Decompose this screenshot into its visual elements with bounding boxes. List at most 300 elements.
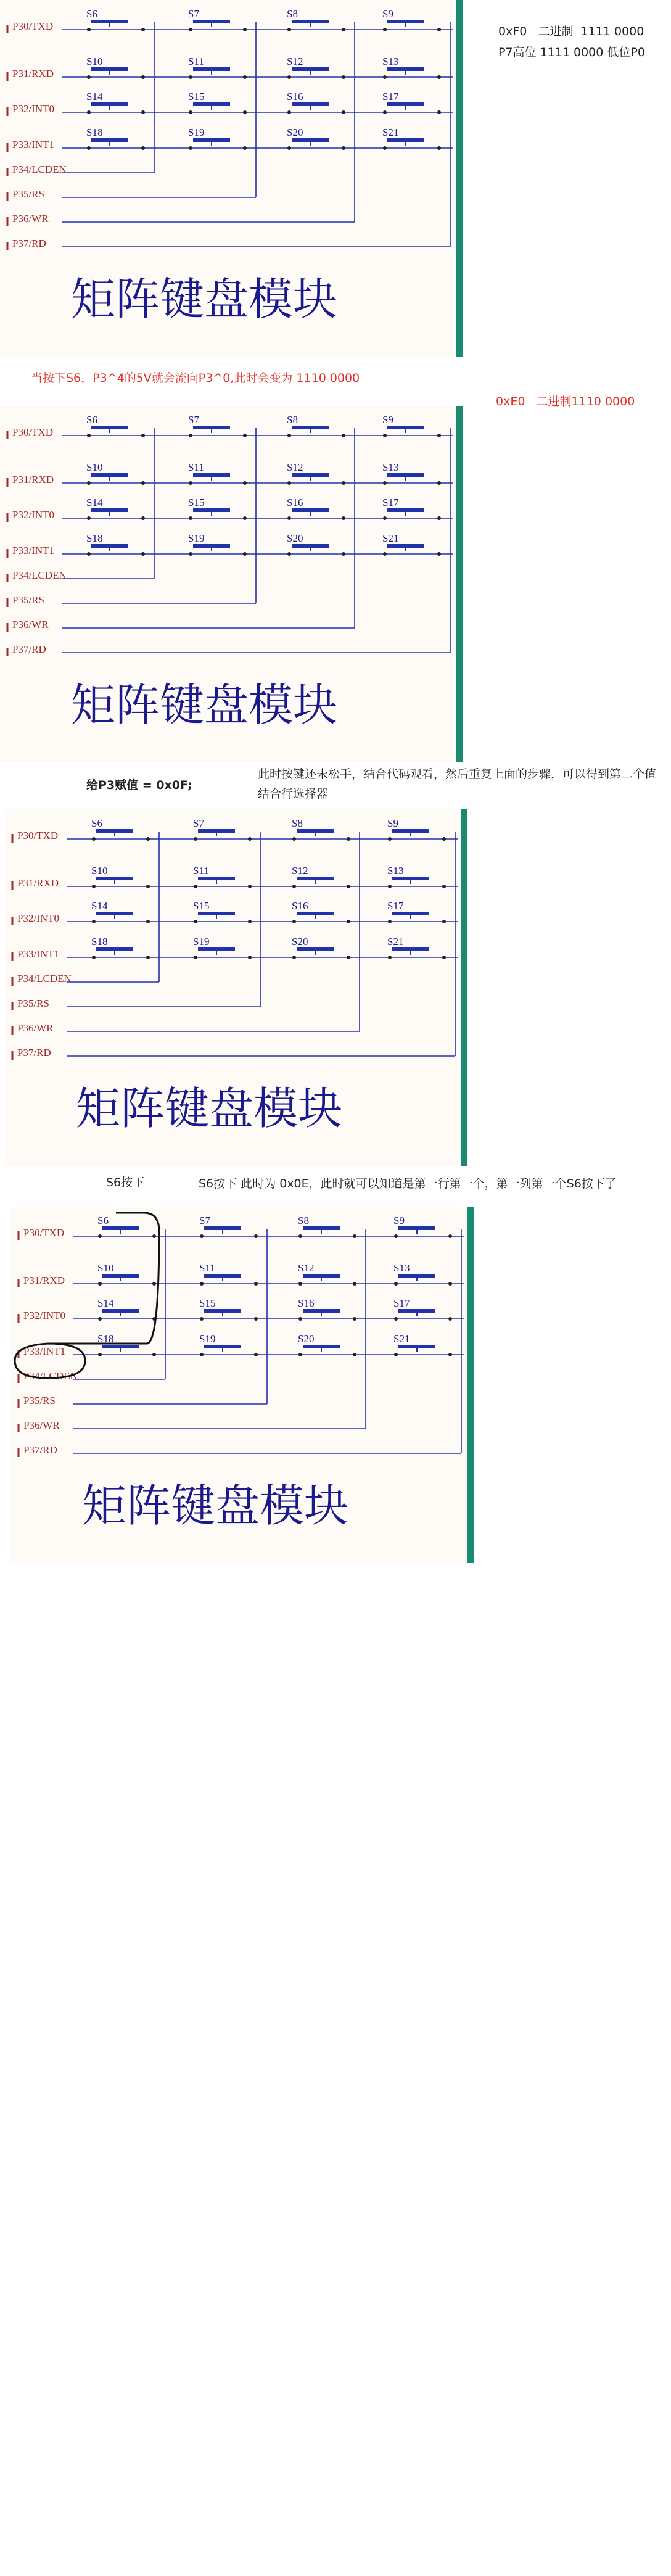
switch-s15 <box>199 1297 258 1321</box>
switch-plunger <box>292 473 329 477</box>
switch-label: S17 <box>382 497 399 508</box>
switch-s8 <box>292 817 350 841</box>
switch-label: S19 <box>199 1333 216 1345</box>
switch-label: S10 <box>91 865 108 877</box>
switch-s10 <box>86 461 145 485</box>
switch-node <box>87 75 91 79</box>
switch-label: S13 <box>387 865 404 877</box>
switch-plunger <box>198 947 235 951</box>
switch-s9 <box>382 414 441 437</box>
switch-node <box>287 75 291 79</box>
switch-node <box>87 110 91 114</box>
switch-node <box>194 920 197 923</box>
switch-label: S18 <box>97 1333 114 1345</box>
switch-plunger <box>303 1226 340 1230</box>
switch-plunger <box>193 473 230 477</box>
switch-node <box>342 75 345 79</box>
switch-node <box>248 885 252 888</box>
switch-label: S20 <box>298 1333 315 1345</box>
switch-node <box>152 1282 156 1286</box>
switch-s19 <box>188 126 247 150</box>
switch-plunger <box>398 1345 435 1348</box>
switch-label: S20 <box>287 126 303 138</box>
switch-node <box>141 146 145 150</box>
switch-node <box>254 1353 258 1356</box>
pin-label-1: P31/RXD <box>23 1274 65 1286</box>
switch-s15 <box>188 91 247 114</box>
switch-label: S12 <box>292 865 308 877</box>
switch-plunger <box>204 1345 241 1348</box>
switch-node <box>448 1234 452 1238</box>
switch-s21 <box>393 1333 452 1356</box>
pin-label-2: P32/INT0 <box>12 103 54 115</box>
switch-label: S7 <box>188 414 199 426</box>
switch-node <box>383 110 387 114</box>
switch-node <box>287 481 291 485</box>
switch-label: S20 <box>292 936 308 947</box>
switch-label: S12 <box>287 461 303 473</box>
switch-node <box>383 552 387 556</box>
switch-node <box>92 920 96 923</box>
switch-node <box>87 481 91 485</box>
switch-label: S9 <box>382 8 393 20</box>
switch-s7 <box>199 1215 258 1238</box>
switch-s12 <box>287 56 345 79</box>
switch-label: S6 <box>91 817 102 829</box>
switch-s10 <box>97 1262 156 1286</box>
switch-label: S21 <box>382 126 399 138</box>
switch-s18 <box>91 936 150 959</box>
switch-plunger <box>387 138 424 142</box>
switch-plunger <box>91 508 128 512</box>
switch-node <box>87 552 91 556</box>
switch-node <box>87 146 91 150</box>
switch-s7 <box>188 414 247 437</box>
switch-plunger <box>297 912 334 915</box>
switch-node <box>342 481 345 485</box>
switch-label: S18 <box>86 532 103 544</box>
switch-node <box>437 75 441 79</box>
switch-plunger <box>292 67 329 71</box>
switch-node <box>243 75 247 79</box>
switch-plunger <box>392 912 429 915</box>
note-assign-p3: 给P3赋值 = 0x0F; <box>86 778 192 792</box>
note-still-pressed: 此时按键还未松手，结合代码观看，然后重复上面的步骤，可以得到第二个值 <box>258 767 657 781</box>
switch-label: S7 <box>193 817 204 829</box>
schematic-title: 矩阵键盘模块 <box>76 1083 343 1134</box>
switch-plunger <box>398 1274 435 1278</box>
switch-s17 <box>382 91 441 114</box>
switch-s20 <box>287 532 345 556</box>
switch-s9 <box>393 1215 452 1238</box>
switch-s11 <box>188 56 247 79</box>
switch-node <box>394 1317 398 1321</box>
pin-label-0: P30/TXD <box>23 1227 65 1239</box>
switch-plunger <box>91 138 128 142</box>
switch-node <box>287 552 291 556</box>
pin-label-5: P35/RS <box>17 997 49 1009</box>
switch-label: S10 <box>86 461 103 473</box>
switch-s13 <box>382 461 441 485</box>
switch-node <box>92 885 96 888</box>
switch-label: S6 <box>86 414 97 426</box>
switch-label: S8 <box>287 414 298 426</box>
switch-node <box>152 1353 156 1356</box>
switch-plunger <box>392 877 429 880</box>
switch-node <box>243 110 247 114</box>
switch-label: S17 <box>382 91 399 102</box>
switch-node <box>388 885 392 888</box>
switch-s16 <box>287 497 345 520</box>
switch-node <box>383 146 387 150</box>
pin-label-6: P36/WR <box>23 1419 60 1431</box>
switch-node <box>141 481 145 485</box>
switch-node <box>141 75 145 79</box>
switch-node <box>98 1353 102 1356</box>
pin-label-4: P34/LCDEN <box>23 1370 78 1382</box>
switch-node <box>437 481 441 485</box>
switch-node <box>243 481 247 485</box>
switch-label: S16 <box>287 497 303 508</box>
switch-plunger <box>91 102 128 106</box>
switch-node <box>141 516 145 520</box>
switch-plunger <box>198 877 235 880</box>
switch-s21 <box>387 936 446 959</box>
pin-label-5: P35/RS <box>12 594 44 606</box>
switch-node <box>353 1282 356 1286</box>
switch-node <box>200 1317 204 1321</box>
switch-label: S14 <box>86 497 103 508</box>
switch-plunger <box>392 947 429 951</box>
switch-label: S18 <box>86 126 103 138</box>
pin-label-6: P36/WR <box>12 213 49 225</box>
switch-node <box>243 516 247 520</box>
schematic-drawing <box>11 1207 475 1563</box>
switch-plunger <box>204 1226 241 1230</box>
switch-node <box>194 885 197 888</box>
switch-node <box>254 1282 258 1286</box>
pin-label-6: P36/WR <box>12 619 49 630</box>
switch-label: S9 <box>393 1215 405 1226</box>
switch-node <box>152 1234 156 1238</box>
switch-node <box>437 146 441 150</box>
switch-label: S14 <box>91 900 108 912</box>
switch-node <box>243 146 247 150</box>
switch-label: S7 <box>188 8 199 20</box>
switch-node <box>448 1353 452 1356</box>
switch-label: S10 <box>86 56 103 67</box>
switch-s7 <box>193 817 252 841</box>
switch-s11 <box>199 1262 258 1286</box>
switch-node <box>254 1317 258 1321</box>
switch-label: S15 <box>188 91 205 102</box>
switch-plunger <box>303 1309 340 1313</box>
switch-plunger <box>102 1345 139 1348</box>
switch-plunger <box>387 67 424 71</box>
switch-plunger <box>91 426 128 429</box>
switch-node <box>146 837 150 841</box>
switch-plunger <box>387 20 424 23</box>
switch-node <box>254 1234 258 1238</box>
switch-s13 <box>387 865 446 888</box>
switch-plunger <box>204 1274 241 1278</box>
switch-plunger <box>102 1274 139 1278</box>
switch-plunger <box>102 1309 139 1313</box>
switch-node <box>298 1317 302 1321</box>
switch-node <box>194 837 197 841</box>
switch-node <box>342 516 345 520</box>
switch-s12 <box>292 865 350 888</box>
switch-node <box>353 1317 356 1321</box>
switch-node <box>442 920 446 923</box>
switch-label: S16 <box>287 91 303 102</box>
switch-plunger <box>303 1345 340 1348</box>
switch-node <box>342 552 345 556</box>
switch-plunger <box>398 1309 435 1313</box>
switch-node <box>442 956 446 959</box>
switch-s11 <box>193 865 252 888</box>
switch-label: S21 <box>382 532 399 544</box>
switch-node <box>437 552 441 556</box>
switch-plunger <box>292 138 329 142</box>
switch-node <box>141 28 145 31</box>
note-row-selector: 结合行选择器 <box>258 787 329 801</box>
note-s6-result: S6按下 此时为 0x0E，此时就可以知道是第一行第一个，第一列第一个S6按下了 <box>199 1177 617 1191</box>
switch-node <box>437 516 441 520</box>
switch-node <box>342 146 345 150</box>
switch-node <box>248 920 252 923</box>
switch-label: S11 <box>188 56 204 67</box>
switch-s15 <box>193 900 252 923</box>
switch-s17 <box>382 497 441 520</box>
switch-s13 <box>393 1262 452 1286</box>
switch-plunger <box>96 877 133 880</box>
switch-node <box>287 28 291 31</box>
switch-label: S16 <box>298 1297 315 1309</box>
note-hex-f0: 0xF0 二进制 1111 0000 <box>498 25 644 38</box>
switch-label: S6 <box>97 1215 109 1226</box>
switch-plunger <box>91 67 128 71</box>
switch-label: S12 <box>287 56 303 67</box>
switch-node <box>287 434 291 437</box>
switch-plunger <box>193 544 230 548</box>
panel-border <box>456 0 463 357</box>
switch-node <box>141 110 145 114</box>
switch-node <box>347 837 350 841</box>
switch-node <box>342 110 345 114</box>
switch-node <box>189 28 192 31</box>
switch-s20 <box>287 126 345 150</box>
switch-plunger <box>387 102 424 106</box>
switch-node <box>98 1282 102 1286</box>
switch-plunger <box>102 1226 139 1230</box>
switch-node <box>394 1282 398 1286</box>
switch-node <box>189 434 192 437</box>
switch-s17 <box>393 1297 452 1321</box>
switch-node <box>437 28 441 31</box>
switch-node <box>383 516 387 520</box>
switch-node <box>189 75 192 79</box>
switch-s14 <box>91 900 150 923</box>
switch-plunger <box>193 20 230 23</box>
switch-plunger <box>297 877 334 880</box>
switch-node <box>248 956 252 959</box>
switch-s6 <box>86 8 145 31</box>
switch-node <box>92 837 96 841</box>
switch-label: S11 <box>193 865 209 877</box>
switch-s17 <box>387 900 446 923</box>
switch-node <box>243 28 247 31</box>
switch-node <box>141 434 145 437</box>
switch-s10 <box>91 865 150 888</box>
switch-plunger <box>91 473 128 477</box>
switch-node <box>342 28 345 31</box>
switch-plunger <box>96 912 133 915</box>
switch-s16 <box>298 1297 356 1321</box>
switch-label: S15 <box>199 1297 216 1309</box>
switch-label: S19 <box>188 532 205 544</box>
switch-node <box>243 434 247 437</box>
pin-label-5: P35/RS <box>23 1395 56 1406</box>
panel-border <box>467 1207 474 1563</box>
switch-node <box>189 481 192 485</box>
schematic-panel-1 <box>0 0 464 357</box>
switch-s12 <box>298 1262 356 1286</box>
switch-node <box>388 837 392 841</box>
switch-s20 <box>292 936 350 959</box>
switch-label: S18 <box>91 936 108 947</box>
schematic-drawing <box>0 406 464 762</box>
pin-label-0: P30/TXD <box>17 830 59 841</box>
switch-node <box>98 1234 102 1238</box>
pin-label-7: P37/RD <box>12 237 46 249</box>
switch-node <box>292 956 296 959</box>
switch-plunger <box>292 508 329 512</box>
switch-s14 <box>97 1297 156 1321</box>
pin-label-5: P35/RS <box>12 188 44 200</box>
switch-plunger <box>387 426 424 429</box>
switch-node <box>287 110 291 114</box>
pin-label-3: P33/INT1 <box>23 1345 65 1357</box>
switch-node <box>448 1282 452 1286</box>
switch-label: S14 <box>86 91 103 102</box>
switch-node <box>243 552 247 556</box>
switch-node <box>388 956 392 959</box>
switch-label: S15 <box>188 497 205 508</box>
switch-node <box>189 110 192 114</box>
pin-label-7: P37/RD <box>23 1444 57 1456</box>
switch-node <box>87 28 91 31</box>
switch-s12 <box>287 461 345 485</box>
switch-node <box>442 885 446 888</box>
note-bit-order: P7高位 1111 0000 低位P0 <box>498 46 645 59</box>
switch-node <box>200 1234 204 1238</box>
switch-label: S17 <box>393 1297 410 1309</box>
switch-label: S8 <box>298 1215 309 1226</box>
note-hex-e0: 0xE0 二进制1110 0000 <box>496 395 635 408</box>
switch-node <box>353 1234 356 1238</box>
switch-s8 <box>298 1215 356 1238</box>
switch-s6 <box>91 817 150 841</box>
switch-s20 <box>298 1333 356 1356</box>
switch-node <box>146 885 150 888</box>
switch-node <box>353 1353 356 1356</box>
switch-plunger <box>387 508 424 512</box>
pin-label-2: P32/INT0 <box>12 509 54 521</box>
switch-label: S11 <box>188 461 204 473</box>
switch-plunger <box>297 829 334 833</box>
switch-plunger <box>198 829 235 833</box>
switch-label: S20 <box>287 532 303 544</box>
pin-label-1: P31/RXD <box>12 68 54 80</box>
switch-label: S10 <box>97 1262 114 1274</box>
switch-plunger <box>198 912 235 915</box>
switch-s16 <box>287 91 345 114</box>
switch-node <box>383 28 387 31</box>
switch-s6 <box>97 1215 156 1238</box>
switch-plunger <box>387 544 424 548</box>
switch-node <box>287 516 291 520</box>
switch-plunger <box>193 67 230 71</box>
switch-node <box>287 146 291 150</box>
switch-label: S8 <box>292 817 303 829</box>
switch-s21 <box>382 532 441 556</box>
switch-s18 <box>86 126 145 150</box>
note-s6-pressed: S6按下 <box>106 1176 145 1189</box>
switch-plunger <box>91 544 128 548</box>
switch-node <box>92 956 96 959</box>
pin-label-3: P33/INT1 <box>12 139 54 151</box>
switch-label: S8 <box>287 8 298 20</box>
switch-label: S14 <box>97 1297 114 1309</box>
switch-node <box>347 885 350 888</box>
switch-node <box>189 516 192 520</box>
panel-border <box>456 406 463 762</box>
pin-label-6: P36/WR <box>17 1022 54 1034</box>
switch-node <box>383 434 387 437</box>
switch-label: S13 <box>382 461 399 473</box>
switch-node <box>437 434 441 437</box>
switch-node <box>141 552 145 556</box>
switch-plunger <box>292 20 329 23</box>
switch-plunger <box>303 1274 340 1278</box>
switch-node <box>298 1282 302 1286</box>
schematic-panel-2 <box>0 406 464 762</box>
schematic-title: 矩阵键盘模块 <box>71 679 338 731</box>
switch-s11 <box>188 461 247 485</box>
switch-s14 <box>86 497 145 520</box>
switch-label: S9 <box>382 414 393 426</box>
switch-plunger <box>91 20 128 23</box>
switch-node <box>98 1317 102 1321</box>
switch-s13 <box>382 56 441 79</box>
switch-node <box>394 1353 398 1356</box>
switch-label: S7 <box>199 1215 210 1226</box>
switch-plunger <box>204 1309 241 1313</box>
switch-node <box>87 434 91 437</box>
schematic-panel-3 <box>5 809 469 1166</box>
switch-s15 <box>188 497 247 520</box>
pin-label-7: P37/RD <box>12 643 46 655</box>
schematic-drawing <box>0 0 464 357</box>
switch-node <box>388 920 392 923</box>
pin-label-1: P31/RXD <box>17 877 59 889</box>
switch-node <box>394 1234 398 1238</box>
switch-plunger <box>96 947 133 951</box>
switch-label: S9 <box>387 817 398 829</box>
switch-label: S19 <box>188 126 205 138</box>
switch-node <box>342 434 345 437</box>
